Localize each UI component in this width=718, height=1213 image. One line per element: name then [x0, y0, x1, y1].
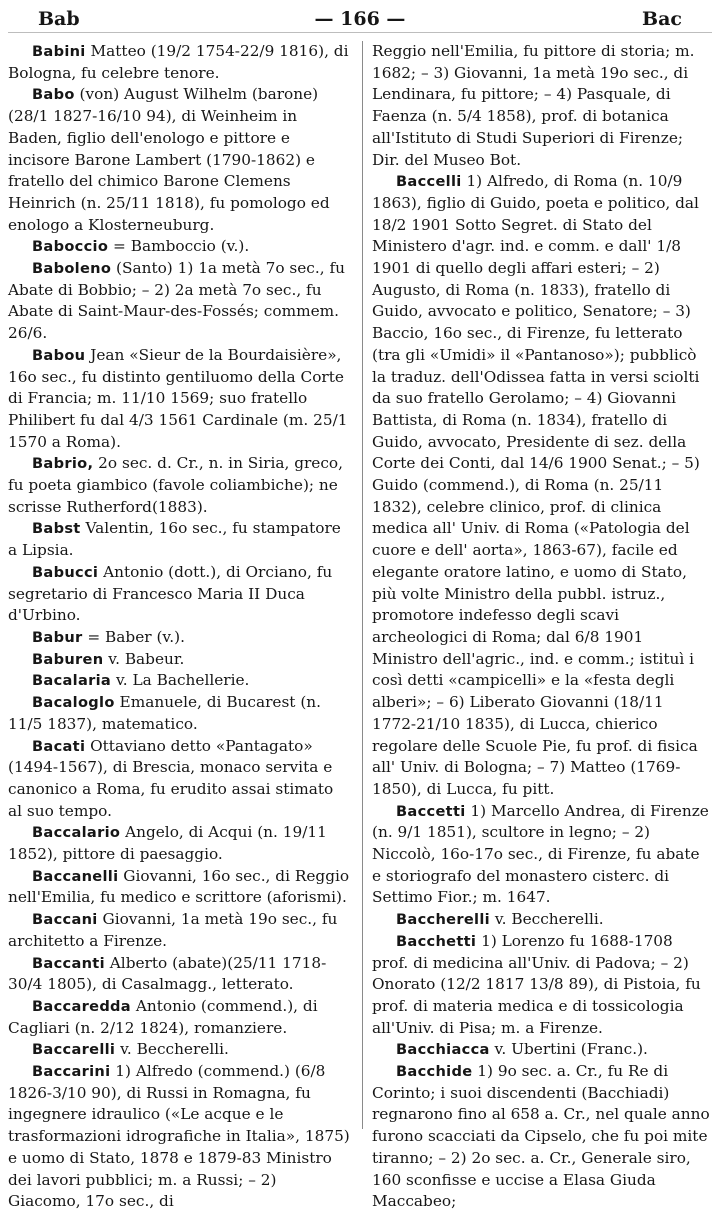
entry-headword: Baccherelli [396, 911, 490, 929]
entry-text: Ottaviano detto «Pantagato» (1494-1567), di Brescia, monaco servita e canonico a Roma, fu erudito assai stimato al suo tempo. [8, 736, 334, 820]
dictionary-entry [372, 171, 712, 800]
dictionary-entry [372, 1039, 712, 1061]
dictionary-entry [372, 931, 712, 1040]
entry-headword: Baccaredda [32, 997, 131, 1015]
entry-text: Emanuele, di Bucarest (n. 11/5 1837), matematico. [8, 693, 322, 733]
entry-headword: Bacati [32, 737, 86, 755]
entry-headword: Baboccio [32, 238, 109, 256]
dictionary-entry [8, 736, 352, 823]
entry-text: v. Ubertini (Franc.). [489, 1040, 648, 1059]
dictionary-entry [8, 84, 352, 236]
entry-headword: Bacchiacca [396, 1041, 490, 1059]
column-divider [362, 41, 363, 1129]
dictionary-entry [8, 649, 352, 671]
dictionary-entry [8, 909, 352, 952]
entry-headword: Babucci [32, 563, 99, 581]
dictionary-entry [8, 1039, 352, 1061]
entry-text: 1) 9o sec. a. Cr., fu Re di Corinto; i suoi discendenti (Bacchiadi) regnarono fino al 658 a. Cr., nel quale anno furono scacciati da Cipselo, che fu poi mite tiranno; – 2) 2o sec. a. Cr., Generale siro, 160 sconfisse e uccise a Elasa Giuda Maccabeo; [372, 1062, 710, 1211]
entry-headword: Babou [32, 346, 86, 364]
entry-text: 2o sec. d. Cr., n. in Siria, greco, fu poeta giambico (favole coliambiche); ne scrisse Rutherford(1883). [8, 454, 343, 516]
entry-text: Alberto (abate)(25/11 1718-30/4 1805), di Casalmagg., letterato. [8, 953, 327, 994]
entry-headword: Baccani [32, 911, 98, 929]
entry-headword: Babst [32, 520, 81, 538]
entry-headword: Baccarini [32, 1063, 111, 1081]
dictionary-entry [8, 996, 352, 1039]
entry-text: 1) Marcello Andrea, di Firenze (n. 9/1 1851), scultore in legno; – 2) Niccolò, 16o-17o sec., di Firenze, fu abate e storiografo del monastero cisterc. di Settimo Fior.; m. 1647. [372, 801, 709, 907]
dictionary-entry [8, 1061, 352, 1213]
dictionary-entry [8, 345, 352, 454]
entry-text: Matteo (19/2 1754-22/9 1816), di Bologna, fu celebre tenore. [8, 42, 349, 82]
entry-text: Angelo, di Acqui (n. 19/11 1852), pittore di paesaggio. [8, 823, 327, 864]
dictionary-entry [8, 866, 352, 909]
entry-text: Valentin, 16o sec., fu stampatore a Lipsia. [8, 519, 341, 560]
entry-headword: Baccetti [396, 802, 466, 820]
dictionary-entry [8, 453, 352, 518]
entry-text: Jean «Sieur de la Bourdaisière», 16o sec., fu distinto gentiluomo della Corte di Francia; m. 11/10 1569; suo fratello Philibert fu dal 4/3 1561 Cardinale (m. 25/1 1570 a Roma). [8, 345, 348, 451]
dictionary-entry [372, 909, 712, 931]
entry-text: v. La Bachellerie. [111, 671, 250, 690]
entry-headword: Baboleno [32, 260, 112, 278]
entry-text: Antonio (dott.), di Orciano, fu segretario di Francesco Maria II Duca d'Urbino. [8, 562, 333, 625]
text-columns [8, 41, 712, 1211]
entry-headword: Babrio, [32, 455, 94, 473]
entry-text: = Bamboccio (v.). [108, 237, 250, 256]
running-head-left: Bab [38, 8, 80, 30]
entry-text: 1) Alfredo (commend.) (6/8 1826-3/10 90), di Russi in Romagna, fu ingegnere idraulico («Le acque e le trasformazioni idrografiche in Italia», 1875) e uomo di Stato, 1878 e 1879-83 Ministro dei lavori pubblici; m. a Russi; – 2) Giacomo, 17o sec., di [8, 1062, 350, 1211]
dictionary-entry [8, 627, 352, 649]
entry-text: = Baber (v.). [82, 627, 185, 646]
entry-headword: Baccalario [32, 824, 121, 842]
entry-text: (von) August Wilhelm (barone) (28/1 1827-16/10 94), di Weinheim in Baden, figlio dell'enologo e pittore e incisore Barone Lambert (1790-1862) e fratello del chimico Barone Clemens Heinrich (n. 25/11 1818), fu pomologo ed enologo a Klosterneuburg. [8, 85, 330, 234]
entry-headword: Bacchetti [396, 932, 477, 950]
entry-headword: Baccelli [396, 173, 462, 191]
entry-text: (Santo) 1) 1a metà 7o sec., fu Abate di Bobbio; – 2) 2a metà 7o sec., fu Abate di Saint-Maur-des-Fossés; commem. 26/6. [8, 259, 345, 343]
dictionary-entry [8, 692, 352, 735]
entry-text: Reggio nell'Emilia, fu pittore di storia; m. 1682; – 3) Giovanni, 1a metà 19o sec., di Lendinara, fu pittore; – 4) Pasquale, di Faenza (n. 5/4 1858), prof. di botanica all'Istituto di Studi Superiori di Firenze; Dir. del Museo Bot. [372, 42, 695, 169]
entry-text: v. Beccherelli. [115, 1040, 229, 1059]
entry-headword: Baccanti [32, 954, 105, 972]
page-header [8, 6, 712, 33]
running-head-right: Bac [642, 8, 682, 30]
entry-text: 1) Lorenzo fu 1688-1708 prof. di medicina all'Univ. di Padova; – 2) Onorato (12/2 1817 13/8 89), di Pistoia, fu prof. di materia medica e di tossicologia all'Univ. di Pisa; m. a Firenze. [372, 931, 701, 1037]
entry-headword: Babo [32, 86, 75, 104]
entry-text: v. Beccherelli. [489, 910, 604, 929]
entry-headword: Babur [32, 628, 83, 646]
dictionary-entry [8, 953, 352, 996]
entry-headword: Baburen [32, 650, 104, 668]
entry-headword: Baccarelli [32, 1041, 116, 1059]
dictionary-entry [372, 801, 712, 910]
entry-text: Giovanni, 1a metà 19o sec., fu architetto a Firenze. [8, 910, 338, 950]
entry-headword: Babini [32, 43, 86, 60]
dictionary-entry [8, 236, 352, 258]
dictionary-entry [8, 670, 352, 692]
entry-text: Antonio (commend.), di Cagliari (n. 2/12 1824), romanziere. [8, 996, 318, 1037]
page-number: — 166 — [314, 8, 406, 30]
dictionary-entry [8, 258, 352, 345]
entry-text: Giovanni, 16o sec., di Reggio nell'Emilia, fu medico e scrittore (aforismi). [8, 866, 350, 907]
dictionary-entry [372, 1061, 712, 1213]
entry-text: v. Babeur. [103, 649, 185, 668]
right-column [372, 41, 712, 1211]
dictionary-entry [372, 41, 712, 171]
left-column [8, 41, 352, 1211]
entry-headword: Baccanelli [32, 867, 119, 885]
dictionary-entry [8, 562, 352, 627]
dictionary-entry [8, 822, 352, 865]
entry-headword: Bacalaria [32, 672, 112, 690]
dictionary-entry [8, 41, 352, 84]
entry-headword: Bacchide [396, 1063, 473, 1081]
dictionary-entry [8, 518, 352, 561]
entry-text: 1) Alfredo, di Roma (n. 10/9 1863), figlio di Guido, poeta e politico, dal 18/2 1901 Sotto Segret. di Stato del Ministero d'agr. ind. e comm. e dall' 1/8 1901 di quello degli affari esteri; – 2) Augusto, di Roma (n. 1833), fratello di Guido, avvocato e politico, Senatore; – 3) Baccio, 16o sec., di Firenze, fu letterato (tra gli «Umidi» il «Pantanoso»); pubblicò la traduz. dell'Odissea fatta in versi sciolti da suo fratello Gerolamo; – 4) Giovanni Battista, di Roma (n. 1834), fratello di Guido, avvocato, Presidente di sez. della Corte dei Conti, dal 14/6 1900 Senat.; – 5) Guido (commend.), di Roma (n. 25/11 1832), celebre clinico, prof. di clinica medica all' Univ. di Roma («Patologia del cuore e dell' aorta», 1863-67), facile ed elegante oratore latino, e uomo di Stato, più volte Ministro della pubbl. istruz., promotore indefesso degli scavi archeologici di Roma; dal 6/8 1901 Ministro dell'agric., ind. e comm.; istituì i così detti «campicelli» e la «festa degli alberi»; – 6) Liberato Giovanni (18/11 1772-21/10 1835), di Lucca, chierico regolare delle Scuole Pie, fu prof. di fisica all' Univ. di Bologna; – 7) Matteo (1769-1850), di Lucca, fu pitt. [372, 172, 700, 798]
entry-headword: Bacaloglo [32, 694, 115, 712]
